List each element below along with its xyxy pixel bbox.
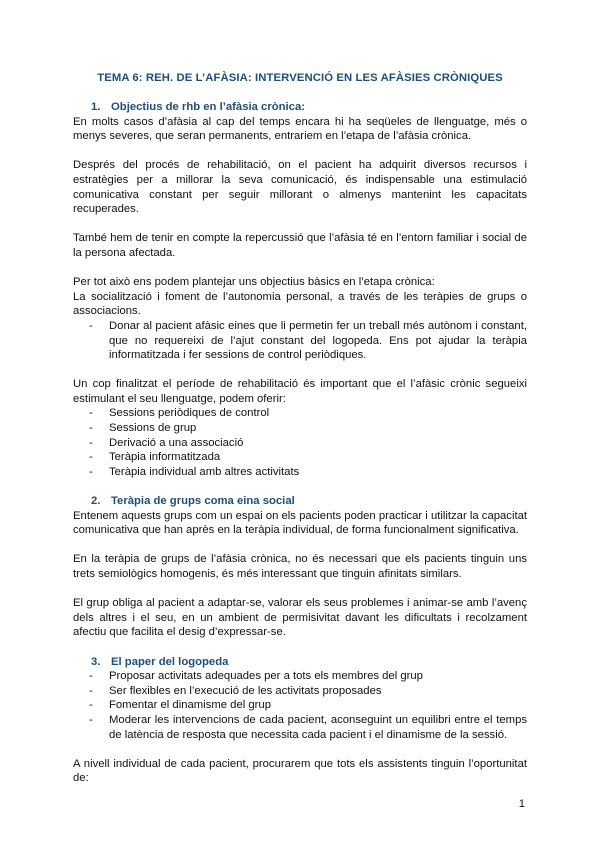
list-item: - Proposar activitats adequades per a tots els membres del grup xyxy=(73,669,527,684)
list-item: - Donar al pacient afàsic eines que li permetin fer un treball més autònom i constant, que no requereixi de l’ajut constant del logopeda. Ens pot ajudar la teràpia informatitzada i fer sessions de control periòdiques. xyxy=(73,319,527,363)
section-2-heading xyxy=(73,494,527,509)
paragraph: Entenem aquests grups com un espai on els pacients poden practicar i utilitzar la capacitat comunicativa que han après en la teràpia individual, de forma funcionalment significativa. xyxy=(73,509,528,537)
section-title: El paper del logopeda xyxy=(111,655,229,668)
section-title: Teràpia de grups coma eina social xyxy=(111,495,295,508)
list-item: - Sessions de grup xyxy=(73,421,527,436)
document-body xyxy=(73,100,527,786)
paragraph: A nivell individual de cada pacient, procurarem que tots els assistents tinguin l’oportunitat de: xyxy=(73,757,527,785)
paragraph: En la teràpia de grups de l’afàsia crònica, no és necessari que els pacients tinguin uns trets semiològics homogenis, és més interessant que tinguin afinitats similars. xyxy=(73,553,527,580)
list-item: - Sessions periòdiques de control xyxy=(73,406,527,421)
section-number: 1. xyxy=(91,101,101,113)
dash-list xyxy=(73,319,527,363)
section-3-heading xyxy=(73,655,527,670)
document-title: TEMA 6: REH. DE L’AFÀSIA: INTERVENCIÓ EN LES AFÀSIES CRÒNIQUES xyxy=(97,72,503,84)
list-item: - Moderar les intervencions de cada pacient, aconseguint un equilibri entre el temps de latència de resposta que necessita cada pacient i el dinamisme de la sessió. xyxy=(73,713,527,742)
list-item: - Derivació a una associació xyxy=(73,436,527,451)
list-item: - Fomentar el dinamisme del grup xyxy=(73,698,527,713)
section-1-heading xyxy=(73,100,527,115)
dash-list xyxy=(73,669,527,742)
paragraph: El grup obliga al pacient a adaptar-se, valorar els seus problemes i animar-se amb l’avenç dels altres i el seu, en un ambient de permisivitat davant les dificultats i recolzament afectiu que facilita el desig d’expressar-se. xyxy=(73,597,527,639)
paragraph: Per tot això ens podem plantejar uns objectius bàsics en l’etapa crònica: xyxy=(73,276,435,289)
paragraph: Un cop finalitzat el període de rehabilitació és important que el l’afàsic crònic segueixi estimulant el seu llenguatge, podem oferir: xyxy=(73,378,527,405)
paragraph: En molts casos d’afàsia al cap del temps encara hi ha seqüeles de llenguatge, més o menys severes, que seran permanents, entrariem en l’etapa de l’afàsia crònica. xyxy=(73,115,527,143)
page-number: 1 xyxy=(518,798,525,810)
paragraph: La socialització i foment de l’autonomia personal, a través de les teràpies de grups o associacions. xyxy=(73,290,527,318)
dash-list xyxy=(73,406,527,479)
list-item: - Ser flexibles en l’execució de les activitats proposades xyxy=(73,684,527,699)
paragraph: També hem de tenir en compte la repercussió que l’afàsia té en l’entorn familiar i social de la persona afectada. xyxy=(73,232,527,259)
list-item: - Teràpia individual amb altres activitats xyxy=(73,465,527,480)
paragraph: Després del procés de rehabilitació, on el pacient ha adquirit diversos recursos i estratègies per a millorar la seva comunicació, és indispensable una estimulació comunicativa constant per seguir millorant o almenys mantenint les capacitats recuperades. xyxy=(73,159,527,216)
list-item: - Teràpia informatitzada xyxy=(73,450,527,465)
section-title: Objectius de rhb en l’afàsia crònica: xyxy=(111,101,305,113)
section-number: 3. xyxy=(91,655,101,668)
section-number: 2. xyxy=(91,495,101,508)
